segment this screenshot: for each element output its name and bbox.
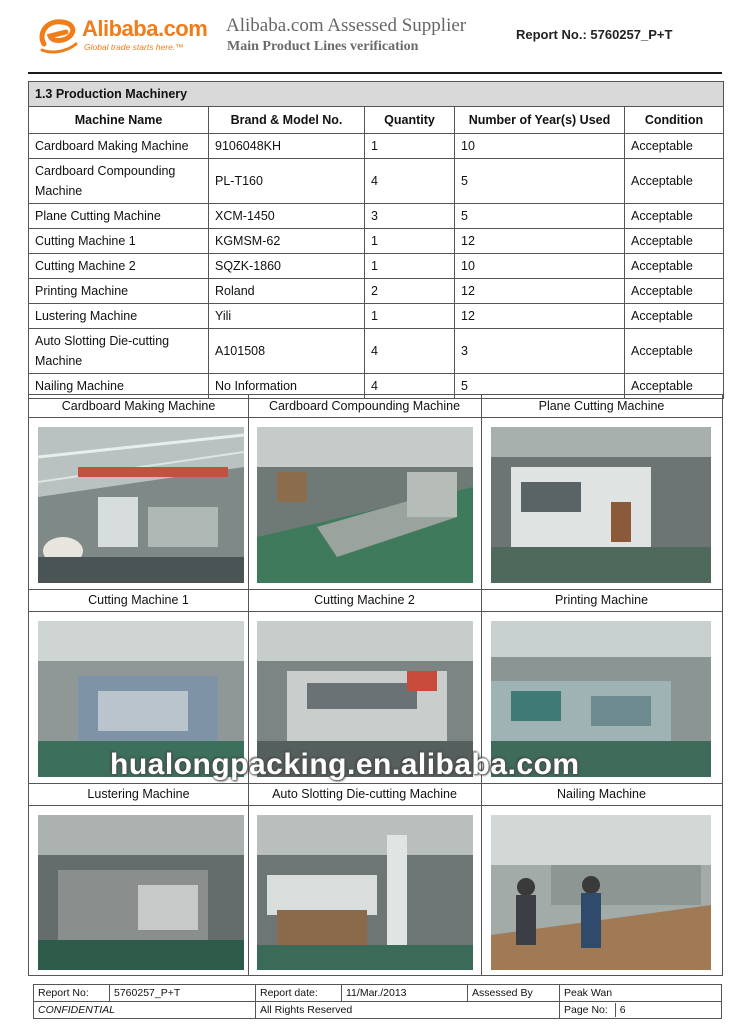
table-cell: KGMSM-62 <box>209 229 365 254</box>
table-cell: 12 <box>455 279 625 304</box>
photo-caption: Printing Machine <box>481 589 722 612</box>
photo-cell-cardboard-compounding <box>248 395 481 589</box>
table-cell: 12 <box>455 229 625 254</box>
section-title: 1.3 Production Machinery <box>29 82 724 107</box>
table-cell: 4 <box>365 374 455 399</box>
table-cell: 5 <box>455 374 625 399</box>
table-cell: 1 <box>365 304 455 329</box>
table-cell: Cardboard Making Machine <box>29 134 209 159</box>
photo-caption: Plane Cutting Machine <box>481 395 722 418</box>
table-cell: Roland <box>209 279 365 304</box>
table-row <box>29 279 724 304</box>
footer-report-date-label: Report date: <box>256 985 342 1002</box>
table-cell: SQZK-1860 <box>209 254 365 279</box>
plane-cutting-machine-photo <box>491 427 711 583</box>
table-cell: Acceptable <box>625 229 724 254</box>
footer-report-no-value: 5760257_P+T <box>110 985 256 1002</box>
logo-wordmark: Alibaba.com <box>82 16 208 41</box>
machine-rows <box>29 134 724 399</box>
alibaba-logo <box>36 14 206 58</box>
logo-tagline: Global trade starts here.™ <box>84 42 184 52</box>
table-row <box>29 254 724 279</box>
photo-grid <box>28 394 723 976</box>
footer-page-no-label: Page No: <box>564 1004 608 1016</box>
table-cell: 12 <box>455 304 625 329</box>
photo-cell-lustering <box>29 783 248 976</box>
lustering-machine-photo <box>38 815 244 970</box>
table-row <box>29 304 724 329</box>
footer-page-no <box>560 1002 722 1019</box>
table-cell: Acceptable <box>625 159 724 204</box>
table-cell: Auto Slotting Die-cutting Machine <box>29 329 209 374</box>
table-cell: 1 <box>365 254 455 279</box>
footer-assessed-by-value: Peak Wan <box>560 985 722 1002</box>
table-cell: Acceptable <box>625 374 724 399</box>
photo-cell-cardboard-making <box>29 395 248 589</box>
table-cell: 4 <box>365 329 455 374</box>
cardboard-making-machine-photo <box>38 427 244 583</box>
table-cell: XCM-1450 <box>209 204 365 229</box>
table-cell: Lustering Machine <box>29 304 209 329</box>
table-cell: 10 <box>455 134 625 159</box>
footer-report-no-label: Report No: <box>34 985 110 1002</box>
table-cell: 3 <box>365 204 455 229</box>
table-row <box>29 159 724 204</box>
table-row <box>29 204 724 229</box>
table-cell: 5 <box>455 159 625 204</box>
table-row <box>29 329 724 374</box>
photo-cell-nailing <box>481 783 722 976</box>
table-cell: No Information <box>209 374 365 399</box>
table-cell: Acceptable <box>625 304 724 329</box>
table-cell: 10 <box>455 254 625 279</box>
photo-caption: Nailing Machine <box>481 783 722 806</box>
table-cell: Yili <box>209 304 365 329</box>
table-cell: 1 <box>365 229 455 254</box>
report-footer <box>33 984 722 1019</box>
table-cell: 5 <box>455 204 625 229</box>
table-cell: Cutting Machine 2 <box>29 254 209 279</box>
report-subtitle: Main Product Lines verification <box>227 39 419 54</box>
column-header: Machine Name <box>29 107 209 134</box>
table-cell: Cardboard Compounding Machine <box>29 159 209 204</box>
photo-caption: Cutting Machine 1 <box>29 589 248 612</box>
table-cell: Acceptable <box>625 329 724 374</box>
watermark-text: hualongpacking.en.alibaba.com <box>110 748 580 781</box>
report-number: Report No.: 5760257_P+T <box>516 27 673 42</box>
column-header: Condition <box>625 107 724 134</box>
photo-caption: Lustering Machine <box>29 783 248 806</box>
footer-rights: All Rights Reserved <box>256 1002 560 1019</box>
table-row <box>29 134 724 159</box>
photo-caption: Auto Slotting Die-cutting Machine <box>248 783 481 806</box>
table-cell: PL-T160 <box>209 159 365 204</box>
photo-cell-plane-cutting <box>481 395 722 589</box>
footer-assessed-by-label: Assessed By <box>468 985 560 1002</box>
footer-report-date-value: 11/Mar./2013 <box>342 985 468 1002</box>
table-cell: 1 <box>365 134 455 159</box>
table-cell: Printing Machine <box>29 279 209 304</box>
header-divider <box>28 72 722 74</box>
photo-caption: Cardboard Making Machine <box>29 395 248 418</box>
table-cell: A101508 <box>209 329 365 374</box>
table-cell: Acceptable <box>625 279 724 304</box>
table-cell: 9106048KH <box>209 134 365 159</box>
column-header: Brand & Model No. <box>209 107 365 134</box>
report-header <box>0 0 750 72</box>
table-cell: 3 <box>455 329 625 374</box>
cardboard-compounding-machine-photo <box>257 427 473 583</box>
table-cell: Acceptable <box>625 134 724 159</box>
column-header: Quantity <box>365 107 455 134</box>
table-cell: 2 <box>365 279 455 304</box>
table-cell: Cutting Machine 1 <box>29 229 209 254</box>
photo-caption: Cutting Machine 2 <box>248 589 481 612</box>
table-cell: Nailing Machine <box>29 374 209 399</box>
photo-cell-auto-slotting <box>248 783 481 976</box>
alibaba-e-logo-icon <box>36 14 80 58</box>
production-machinery-table <box>28 81 724 399</box>
table-cell: Plane Cutting Machine <box>29 204 209 229</box>
report-title: Alibaba.com Assessed Supplier <box>226 15 467 36</box>
nailing-machine-photo <box>491 815 711 970</box>
table-header-row <box>29 107 724 134</box>
table-cell: 4 <box>365 159 455 204</box>
auto-slotting-die-cutting-machine-photo <box>257 815 473 970</box>
footer-page-no-value: 6 <box>615 1003 626 1017</box>
column-header: Number of Year(s) Used <box>455 107 625 134</box>
photo-caption: Cardboard Compounding Machine <box>248 395 481 418</box>
table-row <box>29 229 724 254</box>
table-cell: Acceptable <box>625 204 724 229</box>
table-cell: Acceptable <box>625 254 724 279</box>
footer-confidential: CONFIDENTIAL <box>34 1002 256 1019</box>
